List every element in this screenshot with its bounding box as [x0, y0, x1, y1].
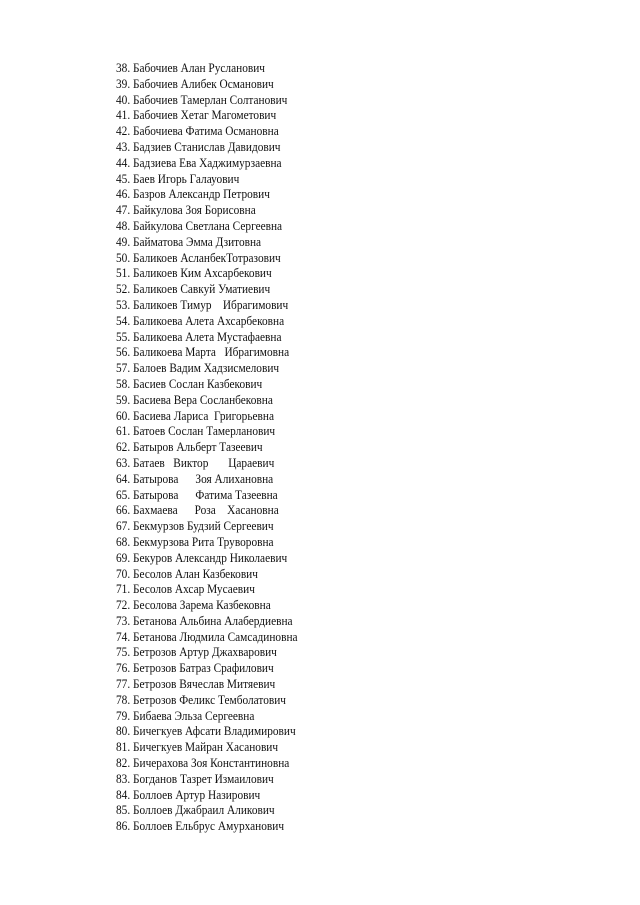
list-item: 67. Бекмурзов Будзий Сергеевич: [116, 519, 274, 534]
list-item: 40. Бабочиев Тамерлан Солтанович: [116, 92, 288, 107]
list-item: 64. Батырова Зоя Алихановна: [116, 471, 274, 486]
list-item: 84. Боллоев Артур Назирович: [116, 787, 261, 802]
list-item: 59. Басиева Вера Сосланбековна: [116, 392, 273, 407]
list-item: 47. Байкулова Зоя Борисовна: [116, 203, 256, 218]
list-item: 80. Бичегкуев Афсати Владимирович: [116, 724, 296, 739]
list-item: 65. Батырова Фатима Тазеевна: [116, 487, 278, 502]
list-item: 82. Бичерахова Зоя Константиновна: [116, 756, 290, 771]
list-item: 44. Бадзиева Ева Хаджимурзаевна: [116, 155, 282, 170]
list-item: 58. Басиев Сослан Казбекович: [116, 376, 263, 391]
list-item: 52. Баликоев Савкуй Уматиевич: [116, 282, 271, 297]
list-item: 49. Байматова Эмма Дзитовна: [116, 234, 262, 249]
list-item: 56. Баликоева Марта Ибрагимовна: [116, 345, 290, 360]
list-item: 61. Батоев Сослан Тамерланович: [116, 424, 276, 439]
list-item: 43. Бадзиев Станислав Давидович: [116, 139, 281, 154]
list-item: 76. Бетрозов Батраз Срафилович: [116, 661, 274, 676]
list-item: 50. Баликоев АсланбекТотразович: [116, 250, 281, 265]
list-item: 83. Богданов Тазрет Измаилович: [116, 771, 274, 786]
list-item: 81. Бичегкуев Майран Хасанович: [116, 740, 279, 755]
list-item: 71. Бесолов Ахсар Мусаевич: [116, 582, 255, 597]
list-item: 85. Боллоев Джабраил Аликович: [116, 803, 275, 818]
list-item: 63. Батаев Виктор Цараевич: [116, 455, 275, 470]
list-item: 38. Бабочиев Алан Русланович: [116, 61, 265, 75]
list-item: 75. Бетрозов Артур Джахварович: [116, 645, 277, 660]
list-item: 41. Бабочиев Хетаг Магометович: [116, 108, 277, 123]
list-item: 79. Бибаева Эльза Сергеевна: [116, 708, 255, 723]
list-item: 54. Баликоева Алета Ахсарбековна: [116, 313, 285, 328]
list-item: 78. Бетрозов Феликс Темболатович: [116, 692, 286, 707]
list-item: 73. Бетанова Альбина Алабердиевна: [116, 613, 293, 628]
list-item: 68. Бекмурзова Рита Труворовна: [116, 534, 274, 549]
list-item: 74. Бетанова Людмила Самсадиновна: [116, 629, 298, 644]
list-item: 51. Баликоев Ким Ахсарбекович: [116, 266, 272, 281]
list-item: 86. Боллоев Ельбрус Амурханович: [116, 819, 285, 834]
list-item: 53. Баликоев Тимур Ибрагимович: [116, 297, 289, 312]
list-item: 69. Бекуров Александр Николаевич: [116, 550, 288, 565]
list-item: 72. Бесолова Зарема Казбековна: [116, 598, 271, 613]
list-item: 57. Балоев Вадим Хадзисмелович: [116, 361, 280, 376]
list-item: 77. Бетрозов Вячеслав Митяевич: [116, 677, 276, 692]
list-item: 66. Бахмаева Роза Хасановна: [116, 503, 279, 518]
list-item: 70. Бесолов Алан Казбекович: [116, 566, 258, 581]
list-item: 48. Байкулова Светлана Сергеевна: [116, 218, 283, 233]
list-item: 55. Баликоева Алета Мустафаевна: [116, 329, 282, 344]
list-item: 39. Бабочиев Алибек Османович: [116, 76, 274, 91]
list-item: 62. Батыров Альберт Тазеевич: [116, 440, 263, 455]
name-list: [116, 61, 318, 835]
list-item: 42. Бабочиева Фатима Османовна: [116, 124, 279, 139]
list-item: 45. Баев Игорь Галауович: [116, 171, 240, 186]
list-item: 60. Басиева Лариса Григорьевна: [116, 408, 274, 423]
list-item: 46. Базров Александр Петрович: [116, 187, 270, 202]
